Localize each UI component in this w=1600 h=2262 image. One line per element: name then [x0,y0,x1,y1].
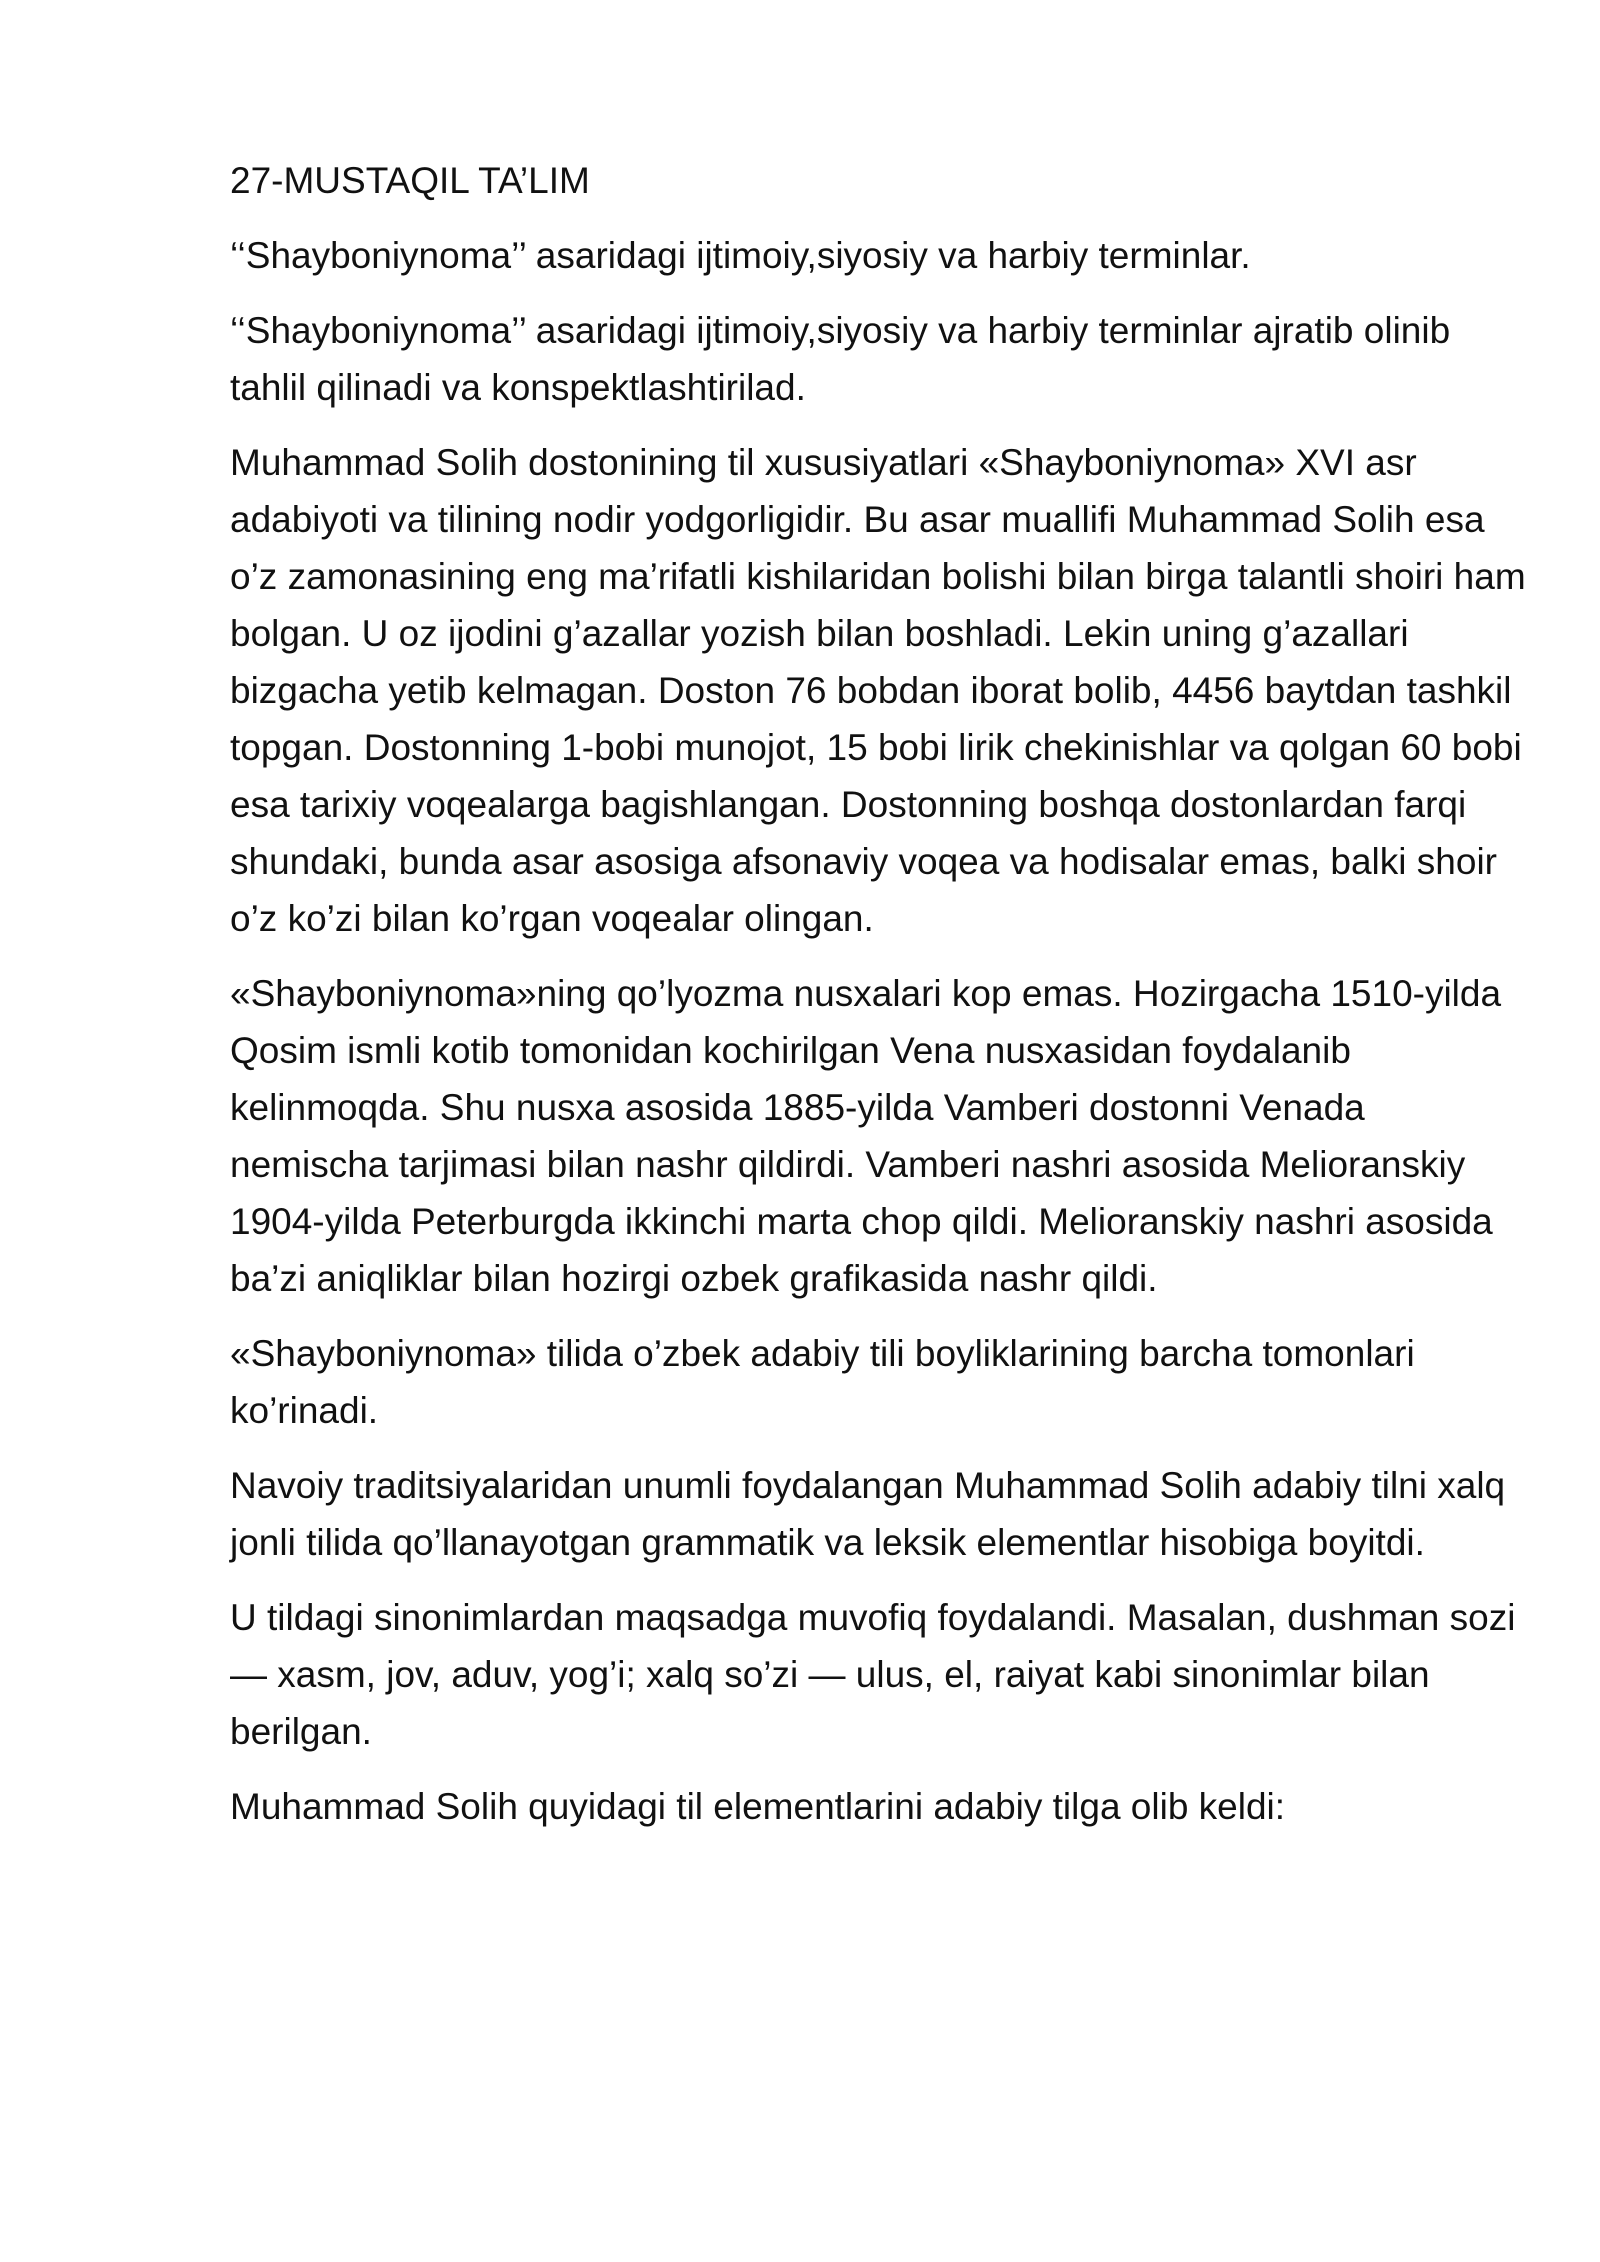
document-body [230,152,1530,1853]
paragraph-navoiy-traditions: Navoiy traditsiyalaridan unumli foydalangan Muhammad Solih adabiy tilni xalq jonli tilida qo’llanayotgan grammatik va leksik elementlar hisobiga boyitdi. [230,1465,1506,1563]
paragraph-subject: ‘‘Shayboniynoma’’ asaridagi ijtimoiy,siyosiy va harbiy terminlar. [230,235,1251,276]
page-title: 27-MUSTAQIL TA’LIM [230,160,590,201]
paragraph-literary-language: «Shayboniynoma» tilida o’zbek adabiy tili boyliklarining barcha tomonlari ko’rinadi. [230,1333,1415,1431]
paragraph-task: ‘‘Shayboniynoma’’ asaridagi ijtimoiy,siyosiy va harbiy terminlar ajratib olinib tahlil qilinadi va konspektlashtirilad. [230,310,1451,408]
paragraph-synonyms: U tildagi sinonimlardan maqsadga muvofiq foydalandi. Masalan, dushman sozi — xasm, jov, aduv, yog’i; xalq so’zi — ulus, el, raiyat kabi sinonimlar bilan berilgan. [230,1597,1516,1752]
paragraph-manuscripts: «Shayboniynoma»ning qo’lyozma nusxalari kop emas. Hozirgacha 1510-yilda Qosim ismli kotib tomonidan kochirilgan Vena nusxasidan foydalanib kelinmoqda. Shu nusxa asosida 1885-yilda Vamberi dostonni Venada nemischa tarjimasi bilan nashr qildirdi. Vamberi nashri asosida Melioranskiy 1904-yilda Peterburgda ikkinchi marta chop qildi. Melioranskiy nashri asosida ba’zi aniqliklar bilan hozirgi ozbek grafikasida nashr qildi. [230,973,1502,1299]
paragraph-language-features: Muhammad Solih dostonining til xususiyatlari «Shayboniynoma» XVI asr adabiyoti va tilining nodir yodgorligidir. Bu asar muallifi Muhammad Solih esa o’z zamonasining eng ma’rifatli kishilaridan bolishi bilan birga talantli shoiri ham bolgan. U oz ijodini g’azallar yozish bilan boshladi. Lekin uning g’azallari bizgacha yetib kelmagan. Doston 76 bobdan iborat bolib, 4456 baytdan tashkil topgan. Dostonning 1-bobi munojot, 15 bobi lirik chekinishlar va qolgan 60 bobi esa tarixiy voqealarga bagishlangan. Dostonning boshqa dostonlardan farqi shundaki, bunda asar asosiga afsonaviy voqea va hodisalar emas, balki shoir o’z ko’zi bilan ko’rgan voqealar olingan. [230,442,1526,939]
paragraph-language-elements: Muhammad Solih quyidagi til elementlarini adabiy tilga olib keldi: [230,1786,1286,1827]
